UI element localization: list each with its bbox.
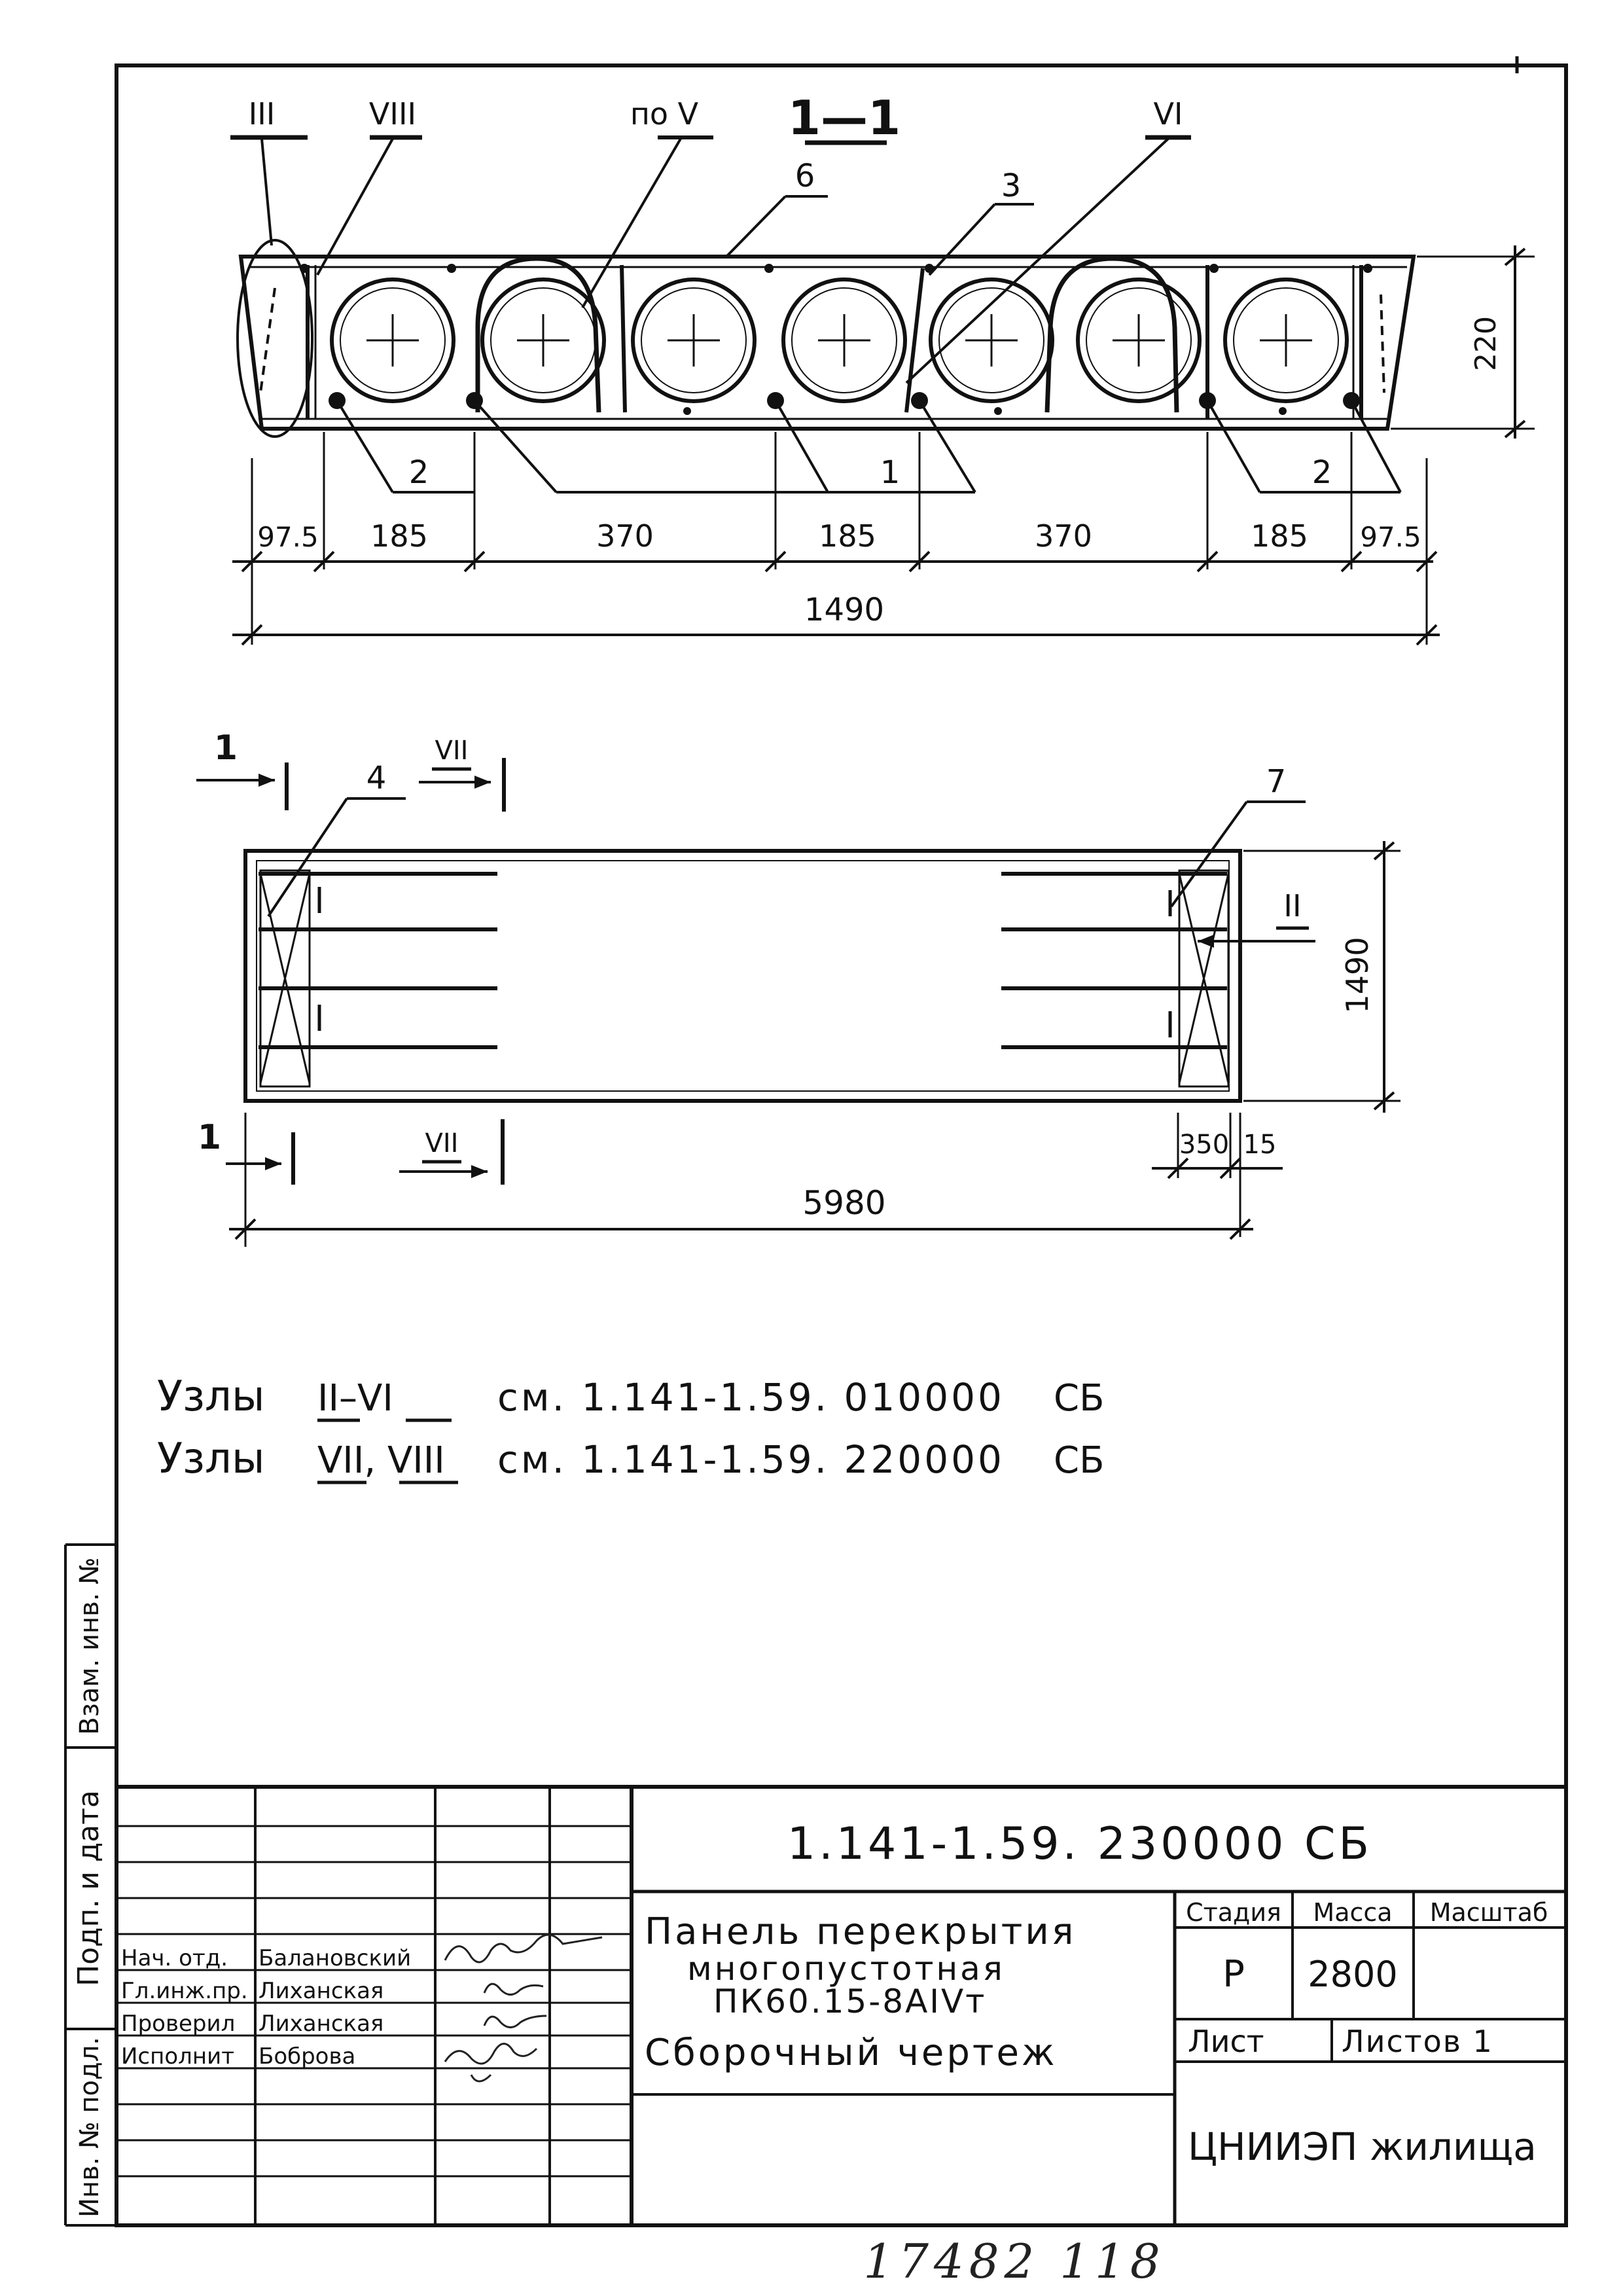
void-circles xyxy=(332,279,1347,401)
callout-4: 4 xyxy=(366,760,387,797)
sheets-label: Листов 1 xyxy=(1342,2024,1493,2059)
stage-header: Стадия xyxy=(1186,1898,1281,1927)
dim-1: 185 xyxy=(370,518,428,554)
node-label-iii: III xyxy=(248,96,276,132)
callout-2-left: 2 xyxy=(408,454,429,491)
dim-2: 370 xyxy=(596,518,654,554)
section-dimensions xyxy=(257,518,1421,554)
stage-value: Р xyxy=(1222,1953,1245,1996)
signer-role-1: Гл.инж.пр. xyxy=(121,1978,248,2004)
node-label-viii: VIII xyxy=(368,96,417,132)
note-1-suffix: СБ xyxy=(1054,1377,1105,1420)
dim-0: 97.5 xyxy=(257,521,319,553)
mass-value: 2800 xyxy=(1308,1954,1398,1995)
callout-2-right: 2 xyxy=(1311,454,1332,491)
side-stamp xyxy=(65,1545,116,2225)
side-inv: Инв. № подл. xyxy=(75,2037,105,2217)
callout-3: 3 xyxy=(1001,168,1022,204)
side-podp: Подп. и дата xyxy=(72,1790,105,1986)
section-title: 1—1 xyxy=(787,90,901,145)
section-view xyxy=(230,90,1535,645)
dim-height-220: 220 xyxy=(1469,316,1503,371)
name-line-1: Панель перекрытия xyxy=(645,1910,1077,1953)
dim-4: 370 xyxy=(1035,518,1092,554)
note-1-ref: см. 1.141-1.59. 010000 xyxy=(497,1375,1005,1420)
signer-role-0: Нач. отд. xyxy=(121,1945,228,1971)
callout-7: 7 xyxy=(1266,763,1287,800)
panel-plan-outline xyxy=(245,851,1240,1101)
cut-mark-top-vii: VII xyxy=(435,736,469,766)
dim-length-5980: 5980 xyxy=(802,1184,886,1222)
designation: 1.141-1.59. 230000 СБ xyxy=(787,1818,1373,1870)
note-2-suffix: СБ xyxy=(1054,1439,1105,1482)
cut-mark-bottom-1: 1 xyxy=(197,1118,222,1157)
note-2-nodes: VII, VIII xyxy=(317,1439,445,1482)
dim-350: 350 xyxy=(1179,1130,1230,1160)
plan-rebars xyxy=(259,874,1227,1047)
dim-width-1490: 1490 xyxy=(1340,937,1375,1014)
node-label-po-v: по V xyxy=(630,96,699,132)
org-name: ЦНИИЭП жилища xyxy=(1188,2125,1537,2169)
plan-view xyxy=(196,728,1400,1247)
cut-mark-bottom-vii: VII xyxy=(425,1128,459,1158)
callout-1: 1 xyxy=(880,454,901,491)
title-block xyxy=(116,1787,1566,2225)
name-line-4: Сборочный чертеж xyxy=(645,2032,1058,2074)
note-1-nodes: II–VI xyxy=(317,1377,393,1420)
name-line-2: многопустотная xyxy=(687,1950,1005,1988)
cut-mark-top-1: 1 xyxy=(213,728,238,768)
signer-role-3: Исполнит xyxy=(121,2043,235,2070)
node-label-ii: II xyxy=(1283,888,1302,924)
signatures xyxy=(445,1935,602,2081)
dim-15: 15 xyxy=(1243,1130,1277,1160)
node-label-vi: VI xyxy=(1153,96,1183,132)
dim-5: 185 xyxy=(1251,518,1308,554)
signer-name-3: Боброва xyxy=(259,2043,356,2070)
note-2-ref: см. 1.141-1.59. 220000 xyxy=(497,1437,1005,1482)
note-1-label: Узлы xyxy=(157,1372,265,1421)
note-2-label: Узлы xyxy=(157,1435,265,1483)
signer-name-2: Лиханская xyxy=(259,2011,384,2037)
mass-header: Масса xyxy=(1313,1898,1393,1927)
signer-name-0: Балановский xyxy=(259,1945,412,1971)
scale-header: Масштаб xyxy=(1429,1898,1548,1927)
footer-note: 17482 118 xyxy=(863,2234,1166,2289)
dim-6: 97.5 xyxy=(1360,521,1421,553)
callout-6: 6 xyxy=(794,158,815,194)
dim-3: 185 xyxy=(819,518,876,554)
signer-role-2: Проверил xyxy=(121,2011,236,2037)
side-vzam: Взам. инв. № xyxy=(75,1557,105,1735)
name-line-3: ПК60.15-8АIVт xyxy=(713,1982,987,2020)
sheet-label: Лист xyxy=(1188,2024,1264,2059)
signer-name-1: Лиханская xyxy=(259,1978,384,2004)
notes xyxy=(157,1372,1105,1483)
dim-total-1490: 1490 xyxy=(804,592,885,628)
